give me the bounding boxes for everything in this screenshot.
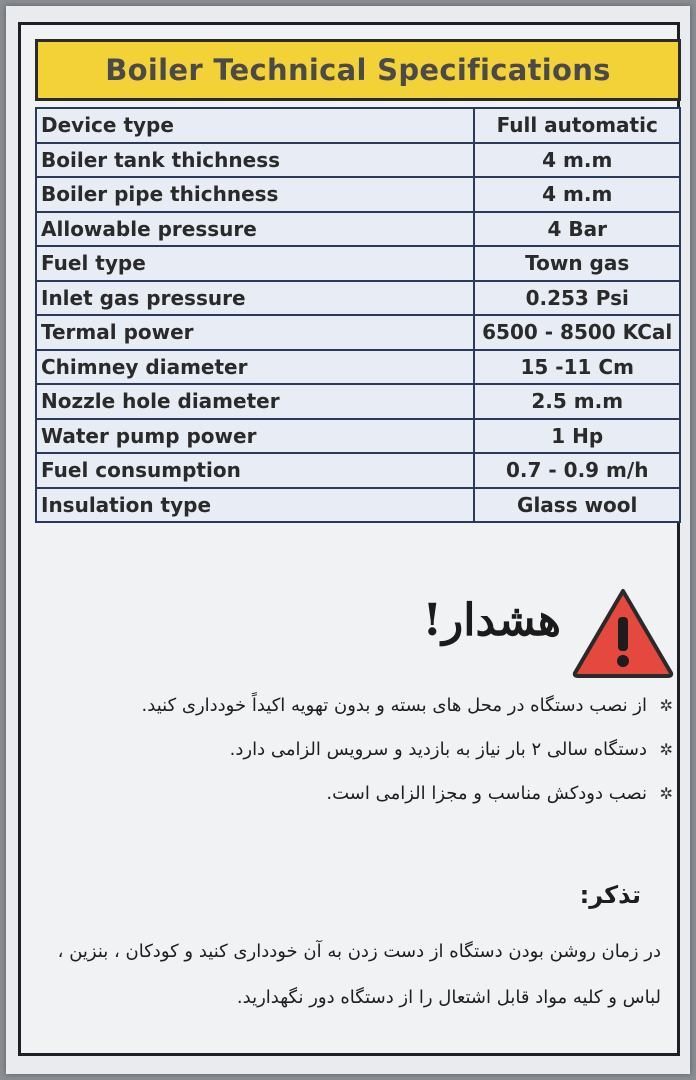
spec-value: 0.253 Psi bbox=[474, 281, 680, 316]
spec-value: 0.7 - 0.9 m/h bbox=[474, 453, 680, 488]
spec-key: Fuel type bbox=[36, 246, 474, 281]
spec-value: Town gas bbox=[474, 246, 680, 281]
list-item bbox=[43, 777, 673, 811]
warning-header bbox=[35, 581, 681, 689]
warning-triangle-icon bbox=[571, 587, 675, 679]
spec-key: Boiler tank thichness bbox=[36, 143, 474, 178]
spec-key: Boiler pipe thichness bbox=[36, 177, 474, 212]
bullet-mark: ✲ bbox=[659, 740, 673, 759]
spec-key: Nozzle hole diameter bbox=[36, 384, 474, 419]
spec-value: 4 Bar bbox=[474, 212, 680, 247]
table-row bbox=[36, 212, 680, 247]
spec-key: Termal power bbox=[36, 315, 474, 350]
table-row bbox=[36, 384, 680, 419]
spec-value: 1 Hp bbox=[474, 419, 680, 454]
table-row bbox=[36, 350, 680, 385]
reminder-text: در زمان روشن بودن دستگاه از دست زدن به آن خودداری کنید و کودکان ، بنزین ، لباس و کلیه مواد قابل اشتعال را از دستگاه دور نگهدارید. bbox=[57, 941, 661, 1008]
bullet-mark: ✲ bbox=[659, 784, 673, 803]
warning-list bbox=[43, 689, 673, 821]
table-row bbox=[36, 143, 680, 178]
warning-title: هشدار! bbox=[422, 595, 561, 646]
spec-key: Device type bbox=[36, 108, 474, 143]
spec-value: 4 m.m bbox=[474, 177, 680, 212]
spec-value: Full automatic bbox=[474, 108, 680, 143]
warning-item-text: دستگاه سالی ۲ بار نیاز به بازدید و سرویس الزامی دارد. bbox=[229, 739, 647, 760]
spec-key: Chimney diameter bbox=[36, 350, 474, 385]
table-row bbox=[36, 281, 680, 316]
spec-value: 6500 - 8500 KCal bbox=[474, 315, 680, 350]
table-row bbox=[36, 108, 680, 143]
spec-key: Allowable pressure bbox=[36, 212, 474, 247]
spec-value: 2.5 m.m bbox=[474, 384, 680, 419]
table-row bbox=[36, 453, 680, 488]
spec-value: 15 -11 Cm bbox=[474, 350, 680, 385]
table-row bbox=[36, 315, 680, 350]
spec-key: Fuel consumption bbox=[36, 453, 474, 488]
table-row bbox=[36, 246, 680, 281]
warning-item-text: از نصب دستگاه در محل های بسته و بدون تهویه اکیداً خودداری کنید. bbox=[141, 695, 647, 716]
warning-item-text: نصب دودکش مناسب و مجزا الزامی است. bbox=[326, 783, 647, 804]
spec-table bbox=[35, 107, 681, 523]
spec-key: Insulation type bbox=[36, 488, 474, 523]
spec-key: Water pump power bbox=[36, 419, 474, 454]
spec-sheet bbox=[6, 6, 690, 1074]
spec-title: Boiler Technical Specifications bbox=[35, 39, 681, 101]
table-row bbox=[36, 177, 680, 212]
list-item bbox=[43, 689, 673, 723]
spec-value: 4 m.m bbox=[474, 143, 680, 178]
table-row bbox=[36, 419, 680, 454]
spec-key: Inlet gas pressure bbox=[36, 281, 474, 316]
reminder-title: تذکر: bbox=[579, 881, 641, 909]
spec-frame bbox=[18, 22, 680, 1056]
bullet-mark: ✲ bbox=[659, 696, 673, 715]
list-item bbox=[43, 733, 673, 767]
spec-value: Glass wool bbox=[474, 488, 680, 523]
table-row bbox=[36, 488, 680, 523]
